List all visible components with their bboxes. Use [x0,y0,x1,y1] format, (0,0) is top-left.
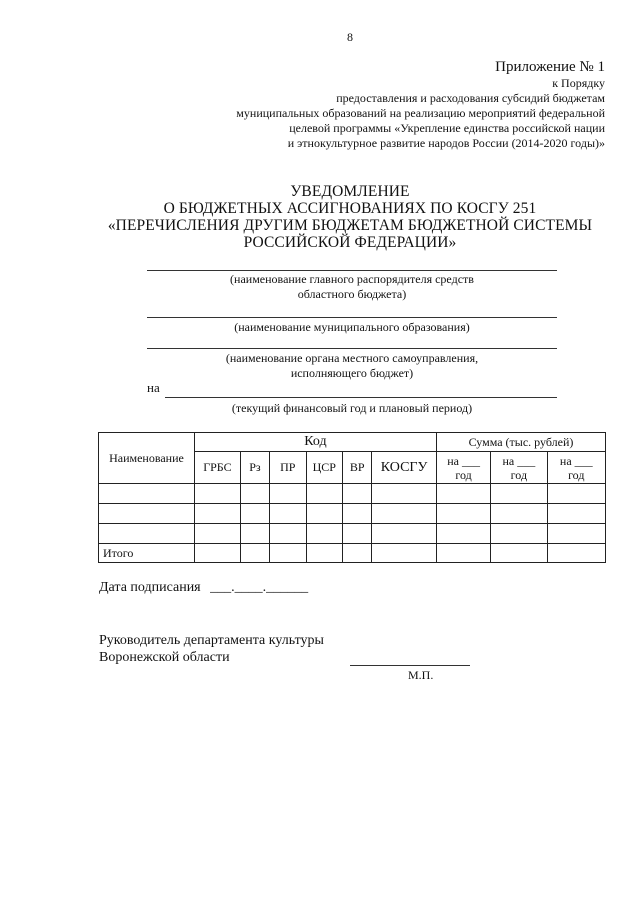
year-label: год [568,467,585,482]
table-cell[interactable] [547,504,605,524]
appendix-line: к Порядку [552,76,605,90]
signatory-region: Воронежской области [99,650,230,665]
caption-local-authority [147,351,557,381]
caption-line: (наименование органа местного самоуправления, [225,351,479,365]
table-cell[interactable] [194,544,240,563]
appendix-line: и этнокультурное развитие народов России (2014-2020 годы)» [287,136,605,150]
fill-line-municipality[interactable] [147,317,557,318]
header-vr: ВР [343,452,372,484]
appendix-header [165,58,605,151]
table-cell[interactable] [491,544,547,563]
table-cell[interactable] [270,504,307,524]
table-cell[interactable] [343,484,372,504]
title-line: «ПЕРЕЧИСЛЕНИЯ ДРУГИМ БЮДЖЕТАМ БЮДЖЕТНОЙ СИСТЕМЫ [107,217,593,234]
fill-line-local-authority[interactable] [147,348,557,349]
table-row-total [99,544,606,563]
total-label: Итого [99,544,195,563]
signing-date-label: Дата подписания [99,580,201,595]
document-title [80,183,620,251]
header-csr: ЦСР [306,452,343,484]
caption-municipality: (наименование муниципального образования) [234,320,470,334]
table-cell[interactable] [306,524,343,544]
table-cell[interactable] [270,524,307,544]
table-row [99,524,606,544]
year-label: на ___ [447,453,480,468]
table-cell[interactable] [306,544,343,563]
table-cell[interactable] [491,504,547,524]
table-cell[interactable] [372,544,437,563]
table-cell[interactable] [99,524,195,544]
title-line: УВЕДОМЛЕНИЕ [290,183,410,200]
title-line: О БЮДЖЕТНЫХ АССИГНОВАНИЯХ ПО КОСГУ 251 [163,200,537,217]
appendix-title: Приложение № 1 [495,59,605,75]
table-cell[interactable] [372,504,437,524]
title-line: РОССИЙСКОЙ ФЕДЕРАЦИИ» [243,234,457,251]
appendix-line: муниципальных образований на реализацию мероприятий федеральной [236,106,605,120]
signatory-position: Руководитель департамента культуры [99,633,324,648]
header-sum: Сумма (тыс. рублей) [436,433,605,452]
table-cell[interactable] [343,504,372,524]
signatory-block [99,632,324,666]
table-cell[interactable] [372,524,437,544]
table-cell[interactable] [270,484,307,504]
table-cell[interactable] [240,504,269,524]
seal-label: М.П. [408,668,434,682]
na-label: на [147,380,160,395]
table-cell[interactable] [547,524,605,544]
caption-line: (наименование главного распорядителя средств [230,272,474,286]
caption-line: исполняющего бюджет) [290,366,414,380]
table-cell[interactable] [343,544,372,563]
table-cell[interactable] [491,484,547,504]
page-number: 8 [347,30,353,44]
table-cell[interactable] [436,524,490,544]
table-cell[interactable] [306,484,343,504]
table-cell[interactable] [372,484,437,504]
appendix-line: целевой программы «Укрепление единства российской нации [289,121,605,135]
table-cell[interactable] [436,484,490,504]
year-label: год [455,467,472,482]
fill-line-period[interactable] [165,397,557,398]
signing-date [99,580,308,596]
header-rz: Рз [240,452,269,484]
table-row [99,484,606,504]
header-name: Наименование [99,433,195,484]
table-cell[interactable] [194,524,240,544]
header-year-3 [547,452,605,484]
header-grbs: ГРБС [194,452,240,484]
table-cell[interactable] [547,484,605,504]
signature-line[interactable] [350,665,470,666]
table-cell[interactable] [240,544,269,563]
table-cell[interactable] [547,544,605,563]
header-year-1 [436,452,490,484]
table-cell[interactable] [270,544,307,563]
caption-distributor [147,272,557,302]
caption-period: (текущий финансовый год и плановый период) [231,401,473,415]
table-cell[interactable] [436,544,490,563]
table-cell[interactable] [436,504,490,524]
table-row [99,504,606,524]
table-cell[interactable] [491,524,547,544]
header-code: Код [194,433,436,452]
year-label: на ___ [502,453,536,468]
caption-line: областного бюджета) [297,287,407,301]
header-kosgu: КОСГУ [372,452,437,484]
table-cell[interactable] [343,524,372,544]
fill-line-distributor[interactable] [147,270,557,271]
header-year-2 [491,452,547,484]
header-pr: ПР [270,452,307,484]
table-cell[interactable] [240,484,269,504]
budget-table [98,432,606,563]
table-cell[interactable] [194,504,240,524]
year-label: на ___ [559,453,593,468]
table-cell[interactable] [194,484,240,504]
table-cell[interactable] [240,524,269,544]
table-cell[interactable] [99,484,195,504]
year-label: год [510,467,528,482]
table-cell[interactable] [99,504,195,524]
appendix-line: предоставления и расходования субсидий бюджетам [336,91,605,105]
table-cell[interactable] [306,504,343,524]
signing-date-blank[interactable]: ___.____.______ [210,580,309,595]
